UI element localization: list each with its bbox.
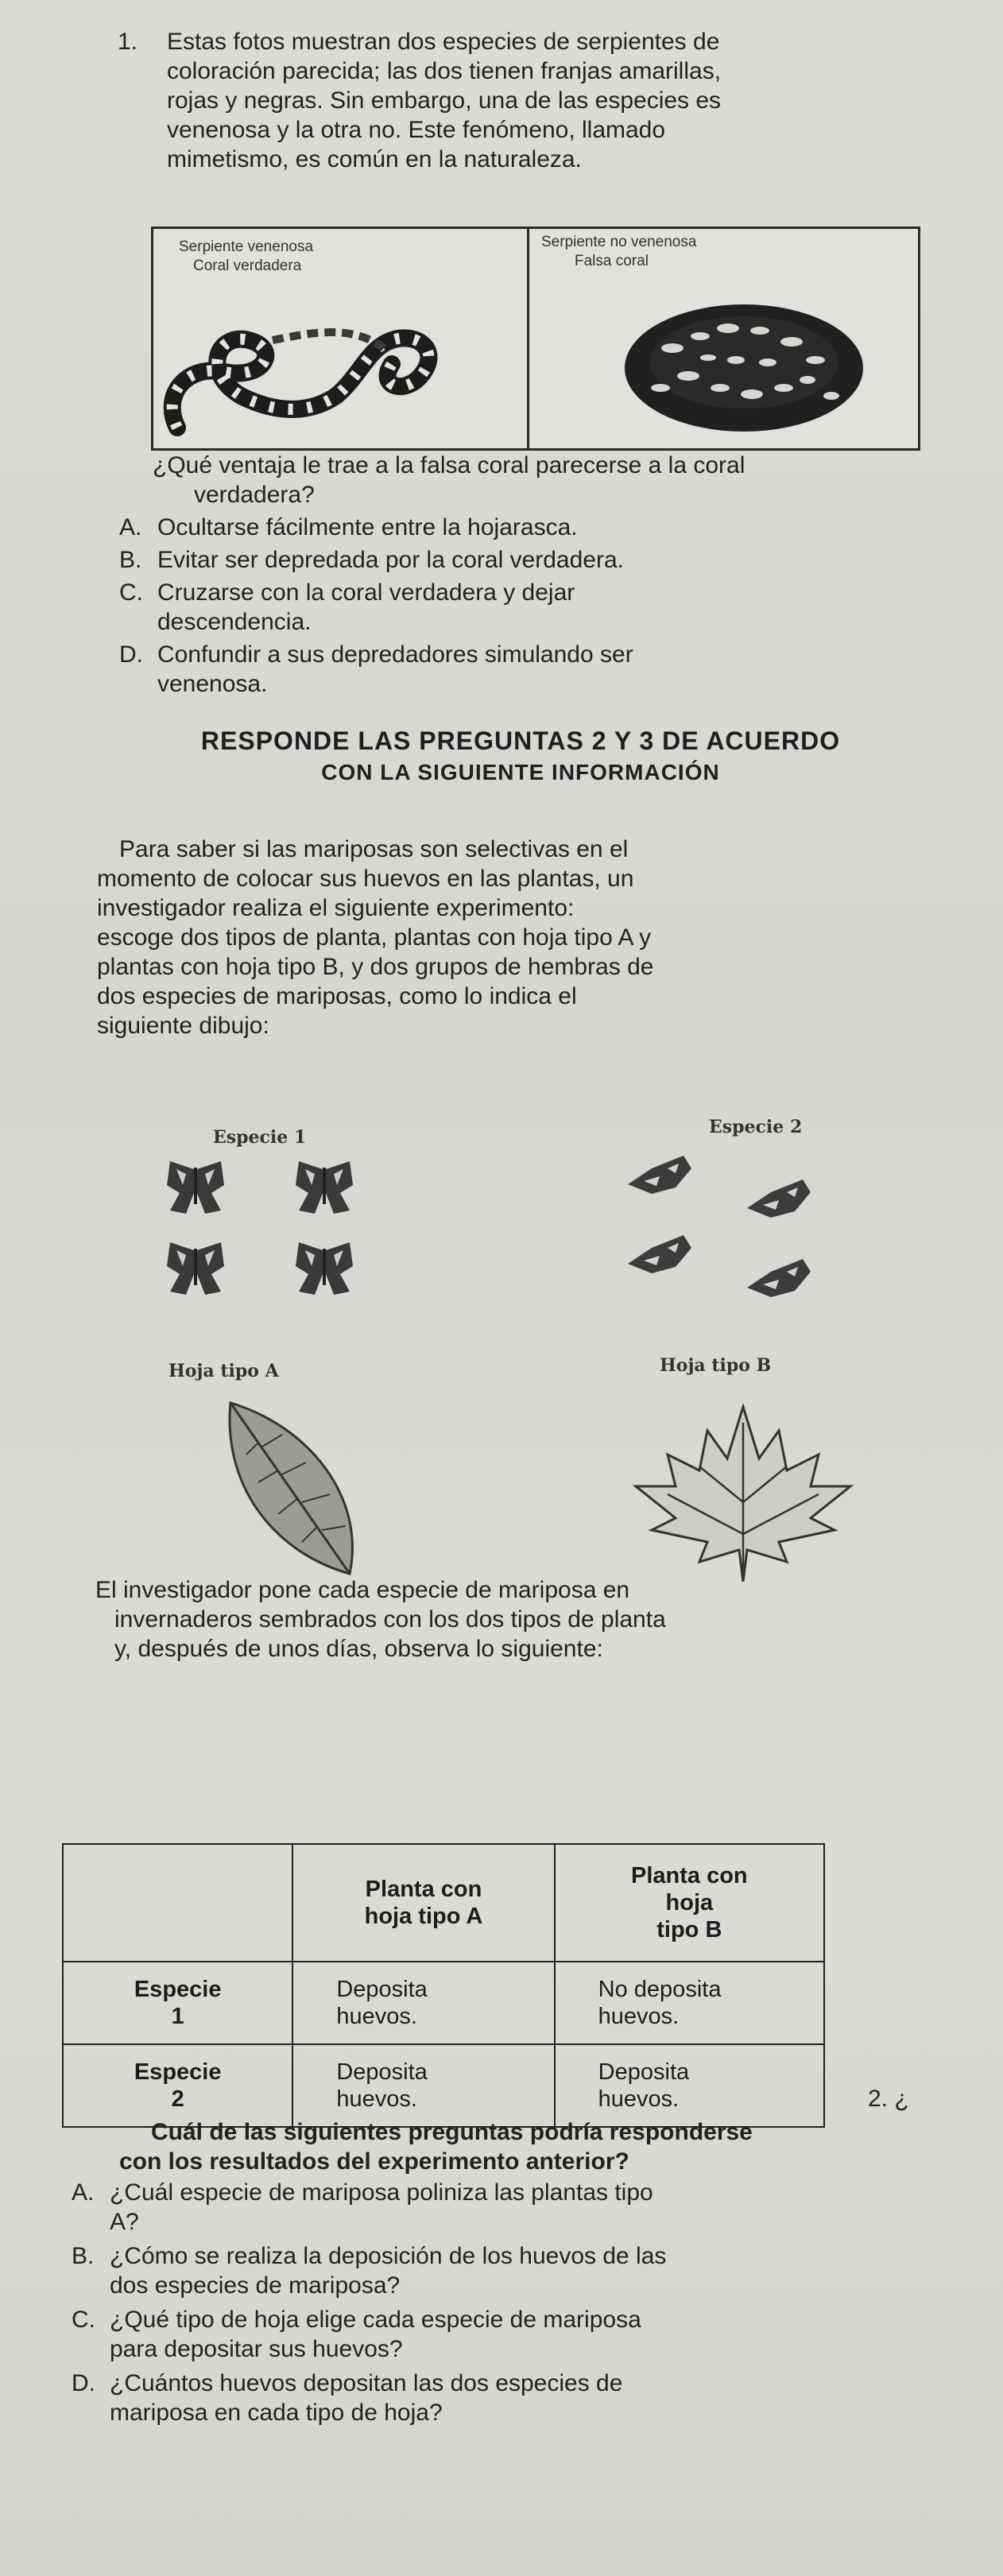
- header-text: hoja tipo A: [364, 1904, 483, 1929]
- intro-line: escoge dos tipos de planta, plantas con hoja tipo A y: [97, 924, 652, 951]
- header-text: Planta con: [365, 1877, 482, 1902]
- label-species-1: Especie 1: [213, 1127, 307, 1148]
- q2-options: [72, 2178, 970, 2431]
- caption-true-coral: Coral verdadera: [193, 258, 302, 274]
- table-row: [63, 1962, 824, 2044]
- q2-question-line: con los resultados del experimento anterior?: [119, 2148, 629, 2175]
- q1-line: venenosa y la otra no. Este fenómeno, llamado: [167, 117, 666, 143]
- table-corner-cell: [63, 1844, 292, 1962]
- option-letter: A.: [72, 2179, 95, 2206]
- option-letter: C.: [119, 579, 143, 606]
- cell-text: huevos.: [336, 2004, 417, 2029]
- option-text: ¿Qué tipo de hoja elige cada especie de mariposa: [110, 2307, 641, 2333]
- q2-option-b[interactable]: [72, 2241, 970, 2300]
- q1-question-line: verdadera?: [194, 482, 315, 508]
- intro-line: momento de colocar sus huevos en las plantas, un: [97, 866, 634, 892]
- option-text: ¿Cuántos huevos depositan las dos especies de: [110, 2370, 623, 2396]
- q1-question: [153, 451, 947, 509]
- question-1-text: [118, 27, 962, 174]
- q1-options: [119, 513, 922, 702]
- intro-line: plantas con hoja tipo B, y dos grupos de hembras de: [97, 954, 654, 980]
- snake-photos: [151, 227, 920, 451]
- label-leaf-a: Hoja tipo A: [168, 1361, 279, 1381]
- q1-option-d[interactable]: [119, 640, 922, 699]
- cell-text: huevos.: [598, 2004, 680, 2029]
- cell-text: No deposita: [598, 1977, 722, 2002]
- table-row: [63, 2044, 824, 2127]
- intro-line: investigador realiza el siguiente experimento:: [97, 895, 575, 921]
- q1-line: Estas fotos muestran dos especies de serpientes de: [167, 29, 720, 55]
- table-header-plant-b: [555, 1844, 824, 1962]
- option-text: Ocultarse fácilmente entre la hojarasca.: [157, 514, 578, 540]
- table-header-row: [63, 1844, 824, 1962]
- option-text: A?: [110, 2209, 139, 2235]
- caption-venomous: Serpiente venenosa: [179, 238, 314, 255]
- section-heading-line: CON LA SIGUIENTE INFORMACIÓN: [321, 760, 720, 784]
- table-cell: [292, 1962, 554, 2044]
- header-text: Planta con: [631, 1863, 748, 1888]
- q1-option-c[interactable]: [119, 578, 922, 637]
- q1-option-a[interactable]: [119, 513, 922, 542]
- q1-line: rojas y negras. Sin embargo, una de las especies es: [167, 87, 722, 114]
- section-heading: [119, 725, 922, 788]
- option-letter: D.: [72, 2370, 95, 2396]
- label-leaf-b: Hoja tipo B: [660, 1355, 772, 1376]
- q2-option-c[interactable]: [72, 2305, 970, 2364]
- option-letter: D.: [119, 641, 143, 668]
- after-line: El investigador pone cada especie de mariposa en: [95, 1577, 630, 1603]
- option-letter: B.: [72, 2243, 95, 2269]
- experiment-intro: [97, 835, 924, 1040]
- option-text: para depositar sus huevos?: [110, 2336, 403, 2362]
- option-text: dos especies de mariposa?: [110, 2272, 401, 2299]
- leaf-type-a-image: [215, 1395, 374, 1586]
- leaf-type-b-image: [620, 1391, 866, 1598]
- option-text: venenosa.: [157, 671, 268, 697]
- header-text: tipo B: [656, 1917, 722, 1943]
- table-header-plant-a: [292, 1844, 554, 1962]
- cell-text: Deposita: [598, 2059, 690, 2085]
- table-row-species-2: [63, 2044, 292, 2127]
- option-text: Cruzarse con la coral verdadera y dejar: [157, 579, 575, 606]
- false-coral-snake-image: [529, 269, 919, 448]
- header-text: hoja: [665, 1890, 714, 1916]
- row-name: 1: [171, 2004, 184, 2029]
- true-coral-snake-image: [153, 277, 525, 448]
- q2-question-line: Cuál de las siguientes preguntas podría responderse: [151, 2119, 753, 2145]
- row-name: 2: [171, 2086, 184, 2112]
- caption-false-coral: Falsa coral: [575, 253, 649, 269]
- option-letter: C.: [72, 2307, 95, 2333]
- q1-question-line: ¿Qué ventaja le trae a la falsa coral parecerse a la coral: [153, 452, 745, 478]
- question-1-number: 1.: [118, 29, 138, 55]
- option-text: ¿Cómo se realiza la deposición de los huevos de las: [110, 2243, 667, 2269]
- intro-line: Para saber si las mariposas son selectivas en el: [119, 836, 629, 862]
- intro-line: dos especies de mariposas, como lo indica el: [97, 983, 577, 1009]
- option-letter: B.: [119, 547, 142, 573]
- table-cell: [555, 2044, 824, 2127]
- q2-option-a[interactable]: [72, 2178, 970, 2237]
- label-species-2: Especie 2: [709, 1117, 803, 1137]
- row-name: Especie: [134, 1977, 222, 2002]
- q2-question: [119, 2117, 978, 2176]
- results-table: [62, 1843, 825, 2128]
- question-2-number: 2. ¿: [868, 2086, 909, 2112]
- cell-text: huevos.: [336, 2086, 417, 2112]
- table-row-species-1: [63, 1962, 292, 2044]
- option-text: ¿Cuál especie de mariposa poliniza las plantas tipo: [110, 2179, 653, 2206]
- table-cell: [555, 1962, 824, 2044]
- q1-line: mimetismo, es común en la naturaleza.: [167, 146, 582, 172]
- row-name: Especie: [134, 2059, 222, 2085]
- cell-text: huevos.: [598, 2086, 680, 2112]
- cell-text: Deposita: [336, 1977, 428, 2002]
- q2-option-d[interactable]: [72, 2369, 970, 2427]
- option-text: Confundir a sus depredadores simulando ser: [157, 641, 633, 668]
- cell-text: Deposita: [336, 2059, 428, 2085]
- after-line: invernaderos sembrados con los dos tipos de planta: [114, 1606, 666, 1633]
- option-text: Evitar ser depredada por la coral verdadera.: [157, 547, 624, 573]
- q1-line: coloración parecida; las dos tienen franjas amarillas,: [167, 58, 722, 84]
- caption-non-venomous: Serpiente no venenosa: [541, 234, 697, 250]
- after-line: y, después de unos días, observa lo siguiente:: [114, 1636, 603, 1662]
- species-1-butterflies: [151, 1156, 437, 1307]
- table-cell: [292, 2044, 554, 2127]
- section-heading-line: RESPONDE LAS PREGUNTAS 2 Y 3 DE ACUERDO: [200, 726, 841, 755]
- option-letter: A.: [119, 514, 142, 540]
- intro-line: siguiente dibujo:: [97, 1013, 269, 1039]
- option-text: descendencia.: [157, 609, 312, 635]
- q1-option-b[interactable]: [119, 545, 922, 575]
- experiment-observation: [78, 1575, 920, 1664]
- species-2-butterflies: [612, 1145, 914, 1311]
- option-text: mariposa en cada tipo de hoja?: [110, 2400, 443, 2426]
